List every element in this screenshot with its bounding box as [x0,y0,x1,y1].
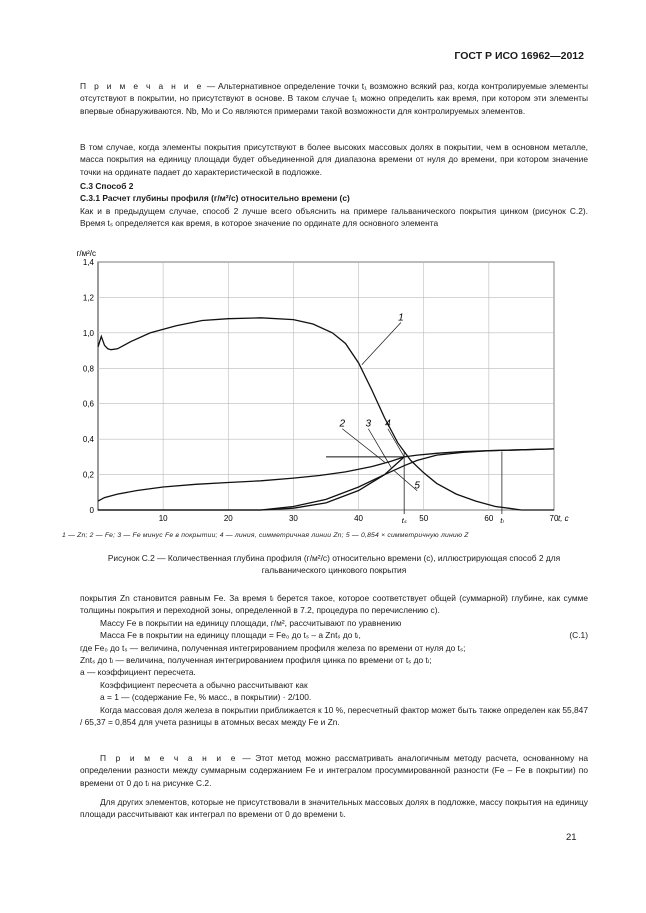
chart-grid [98,262,554,514]
leader-line [368,429,391,468]
paragraph-8: Для других элементов, которые не присутствовали в значительных массовых долях в подложке, массу покрытия на единицу площади рассчитывают как интеграл по времени от 0 до времени tₗ. [80,797,588,820]
y-tick-label: 0,2 [82,470,94,480]
curve-label: 1 [398,312,404,324]
x-tick-label: 40 [354,514,364,523]
curve-label: 5 [414,480,420,492]
x-axis-label: t, с [558,514,569,523]
paragraph-4: Массу Fe в покрытии на единицу площади, г/м², рассчитывают по уравнению [100,617,402,628]
curve-label: 2 [339,418,346,430]
series-line-1 [98,318,554,510]
x-tick-label: 60 [484,514,494,523]
page-number: 21 [566,832,577,843]
where-2: Zntₛ до tₗ — величина, полученная интегрированием профиля цинка по времени от tₛ до tₗ; [80,655,432,666]
equation-number: (С.1) [569,630,588,641]
y-tick-label: 0,6 [82,399,94,409]
series-line-3 [98,457,404,510]
note-2 [80,752,588,789]
paragraph-2: Как и в предыдущем случае, способ 2 лучше всего объяснить на примере гальванического покрытия цинком (рисунок С.2). Время tₛ определяется как время, в которое значение по ординате для основного элемента [80,205,588,229]
chart [62,240,582,540]
section-c31: С.3.1 Расчет глубины профиля (г/м²/с) относительно времени (с) [80,193,350,204]
y-axis-label: г/м²/с [76,249,96,258]
x-tick-label: 10 [158,514,168,523]
paragraph-7: Когда массовая доля железа в покрытии приближается к 10 %, пересчетный фактор может быть также определен как 55,847 / 65,37 = 0,854 для учета разницы в атомных весах между Fe и Zn. [80,704,588,728]
note-label: П р и м е ч а н и е [80,81,204,91]
x-tick-label: 20 [223,514,233,523]
paragraph-6: a = 1 — (содержание Fe, % масс., в покрытии) · 2/100. [100,692,312,703]
paragraph-1: В том случае, когда элементы покрытия присутствуют в более высоких массовых долях в покрытии, чем в основном металле, масса покрытия на единицу площади будет объединенной для диапазона времени от нуля до времени, при котором значение точки на ординате падает до характеристической в подложке. [80,142,588,177]
x-tick-label: 70 [549,514,559,523]
marker-label: tₛ [401,516,407,525]
plot-frame [98,262,554,510]
where-3: a — коэффициент пересчета. [80,667,196,678]
note-text: — Этот метод можно рассматривать аналогичным методу расчета, основанному на определении разности между суммарным содержанием Fe и интегралом просуммированной разности (Fe – Fe в покрытии) по времени от 0 до tₗ на рисунке С.2. [80,753,588,788]
y-tick-label: 0,8 [82,364,94,374]
curve-label: 3 [365,418,372,430]
y-tick-label: 1,4 [82,258,94,267]
curve-label: 4 [385,418,391,430]
leader-line [388,429,404,457]
paragraph-5: Коэффициент пересчета a обычно рассчитывают как [100,679,308,690]
y-tick-label: 1,0 [82,328,94,338]
document-header: ГОСТ Р ИСО 16962—2012 [454,50,584,62]
chart-legend-line: 1 — Zn; 2 — Fe; 3 — Fe минус Fe в покрытии; 4 — линия, симметричная линии Zn; 5 — 0,854 × симметричную линию Z [62,532,469,539]
leader-line [362,322,401,364]
chart-series [98,318,554,510]
marker-label: tₗ [500,516,504,525]
note-text: — Альтернативное определение точки t₁ возможно всякий раз, когда контролируемые элементы отсутствуют в покрытии, но присутствуют в основе. В таком случае t₁ можно определить как время, при котором эти элементы впервые обнаруживаются. Nb, Mo и Co являются примерами такой возможности для контролируемых элементов. [80,81,588,116]
y-tick-label: 1,2 [82,293,94,303]
equation-row [80,629,588,641]
y-tick-label: 0 [89,506,94,515]
x-tick-label: 30 [288,514,298,523]
series-line-5 [98,449,554,510]
note-label: П р и м е ч а н и е [100,753,238,763]
x-tick-label: 50 [419,514,429,523]
y-tick-label: 0,4 [82,435,94,445]
section-c3: С.3 Способ 2 С.3.1 Расчет глубины профиля (г/м²/с) относительно времени (с) Как и в предыдущем случае, способ 2 лучше всего объяснить на примере гальванического покрытия цинком (рисунок С.2). Время tₛ определяется как время, в которое значение по ординате для основного элемента [80,181,588,229]
paragraph-3: покрытия Zn становится равным Fe. За время tₗ берется такое, которое соответствует общей (суммарной) глубине, как сумме толщины покрытия и переходной зоны, определенной в 7.2, процедура по перечислению с). Массу Fe в покрытии на единицу площади, г/м², рассчитывают по уравнению Масса Fe в покрытии на единицу площади = Fe₀ до tₛ – a Zntₛ до tₗ, (С.1) где Fe₀ до tₛ — величина, полученная интегрированием профиля железа по времени от нуля до tₛ; Zntₛ до tₗ — величина, полученная интегрированием профиля цинка по времени от tₛ до tₗ; a — коэффициент пересчета. Коэффициент пересчета a обычно рассчитывают как a = 1 — (содержание Fe, % масс., в покрытии) · 2/100. Когда массовая доля железа в покрытии приближается к 10 %, пересчетный фактор может быть также определен как 55,847 / 65,37 = 0,854 для учета разницы в атомных весах между Fe и Zn. [80,593,588,728]
figure-caption: Рисунок С.2 — Количественная глубина профиля (г/м²/с) относительно времени (с), иллюстрирующая способ 2 для гальванического цинкового покрытия [107,553,561,576]
note-1 [80,80,588,117]
equation: Масса Fe в покрытии на единицу площади = Fe₀ до tₛ – a Zntₛ до tₗ, [100,630,361,641]
chart-axis-labels [76,249,568,525]
where-1: где Fe₀ до tₛ — величина, полученная интегрированием профиля железа по времени от нуля до tₛ; [80,642,466,653]
